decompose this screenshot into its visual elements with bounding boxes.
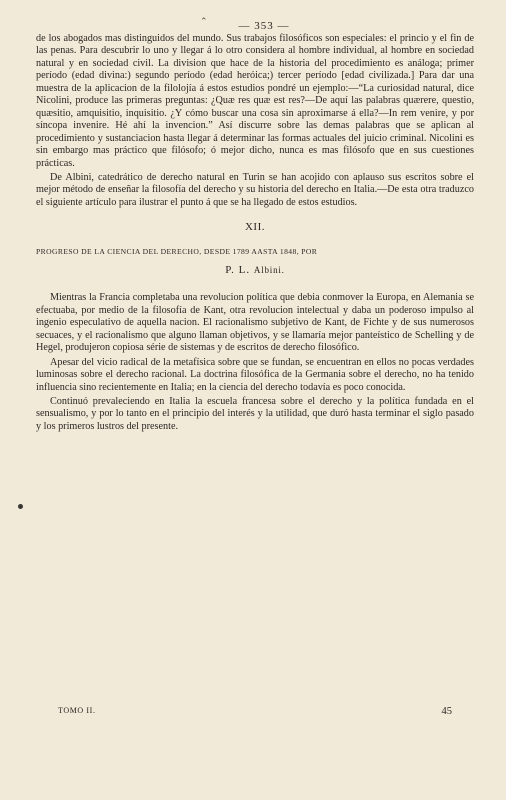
article-paragraph-3: Continuó prevaleciendo en Italia la escuela francesa sobre el derecho y la política fundada en el sensualismo, y por lo tanto en el principio del interés y la utilidad, que duró hasta terminar el siglo pasado y los primeros lustros del presente. bbox=[36, 395, 474, 432]
article-author bbox=[36, 264, 474, 276]
page-footer bbox=[58, 706, 452, 717]
section-number: XII. bbox=[244, 221, 266, 234]
margin-ink-dot bbox=[18, 504, 23, 509]
volume-label: TOMO II. bbox=[58, 706, 96, 715]
signature-number: 45 bbox=[441, 706, 452, 717]
body-paragraph-1: de los abogados mas distinguidos del mundo. Sus trabajos filosóficos son especiales: el princio y el fin de las penas. Para descubrir lo uno y llegar á lo otro considera al hombre individual, al hombre en sociedad natural y en sociedad civil. La division que hace de la historia del procedimiento es análoga; primer período (edad divina:) segundo período (edad heróica;) tercer período [edad civilizada.] Para dar una muestra de la aplicacion de la filolojía á estos estudios pondré un ejemplo:—“La curiosidad natural, dice Nicolini, produce las primeras preguntas: ¿Quæ res quæ est res?—De aquí las palabras quærere, questio, quæsitio, amquisitio, inquisitio. ¿Y cómo buscar una cosa sin aproximarse á ella?—In rem venire, y por síncopa invenire. Hé ahí la invencion.” Así discurre sobre las demas palabras que se aplican al procedimiento y sustanciacion hasta llegar á determinar las formas actuales del juicio criminal. Nicolini es sin embargo mas práctico que filósofo; ó mejor dicho, nunca es mas filósofo que en sus cuestiones prácticas. bbox=[36, 33, 474, 169]
article-paragraph-2: Apesar del vicio radical de la metafísica sobre que se fundan, se encuentran en ellos no pocas verdades luminosas sobre el derecho racional. La doctrina filosófica de la Germania sobre el derecho, no ha tenido influencia sino recientemente en Italia; en la ciencia del derecho todavía es poco conocida. bbox=[36, 356, 474, 393]
author-initials: P. L. bbox=[225, 264, 251, 277]
document-page bbox=[36, 14, 474, 794]
body-paragraph-2: De Albini, catedrático de derecho natural en Turin se han acojido con aplauso sus escritos sobre el mejor método de enseñar la filosofía del derecho y su historia del derecho en Italia.—De esta otra traduzco el siguiente artículo para ilustrar el punto á que se ha llegado de estos estudios. bbox=[36, 171, 474, 208]
author-surname: Albini. bbox=[253, 265, 285, 276]
article-title: PROGRESO DE LA CIENCIA DEL DERECHO, DESDE 1789 AASTA 1848, POR bbox=[36, 247, 318, 257]
page-number: — 353 — bbox=[238, 20, 290, 32]
ink-mark: ⌃ bbox=[200, 16, 208, 26]
article-paragraph-1: Mientras la Francia completaba una revolucion política que debia conmover la Europa, en Alemania se efectuaba, por medio de la filosofía de Kant, otra revolucion intelectual y daba un poderoso impulso al ingenio especulativo de aquella nacion. El racionalismo subjetivo de Kant, de Fichte y de sus numerosos secuaces, y el racionalismo que alguno llaman objetivos, y se llamaría mejor panteístico de Schelling y de Hegel, produjeron copiosa série de sistemas y de escritos de derecho filosófico. bbox=[36, 292, 474, 354]
